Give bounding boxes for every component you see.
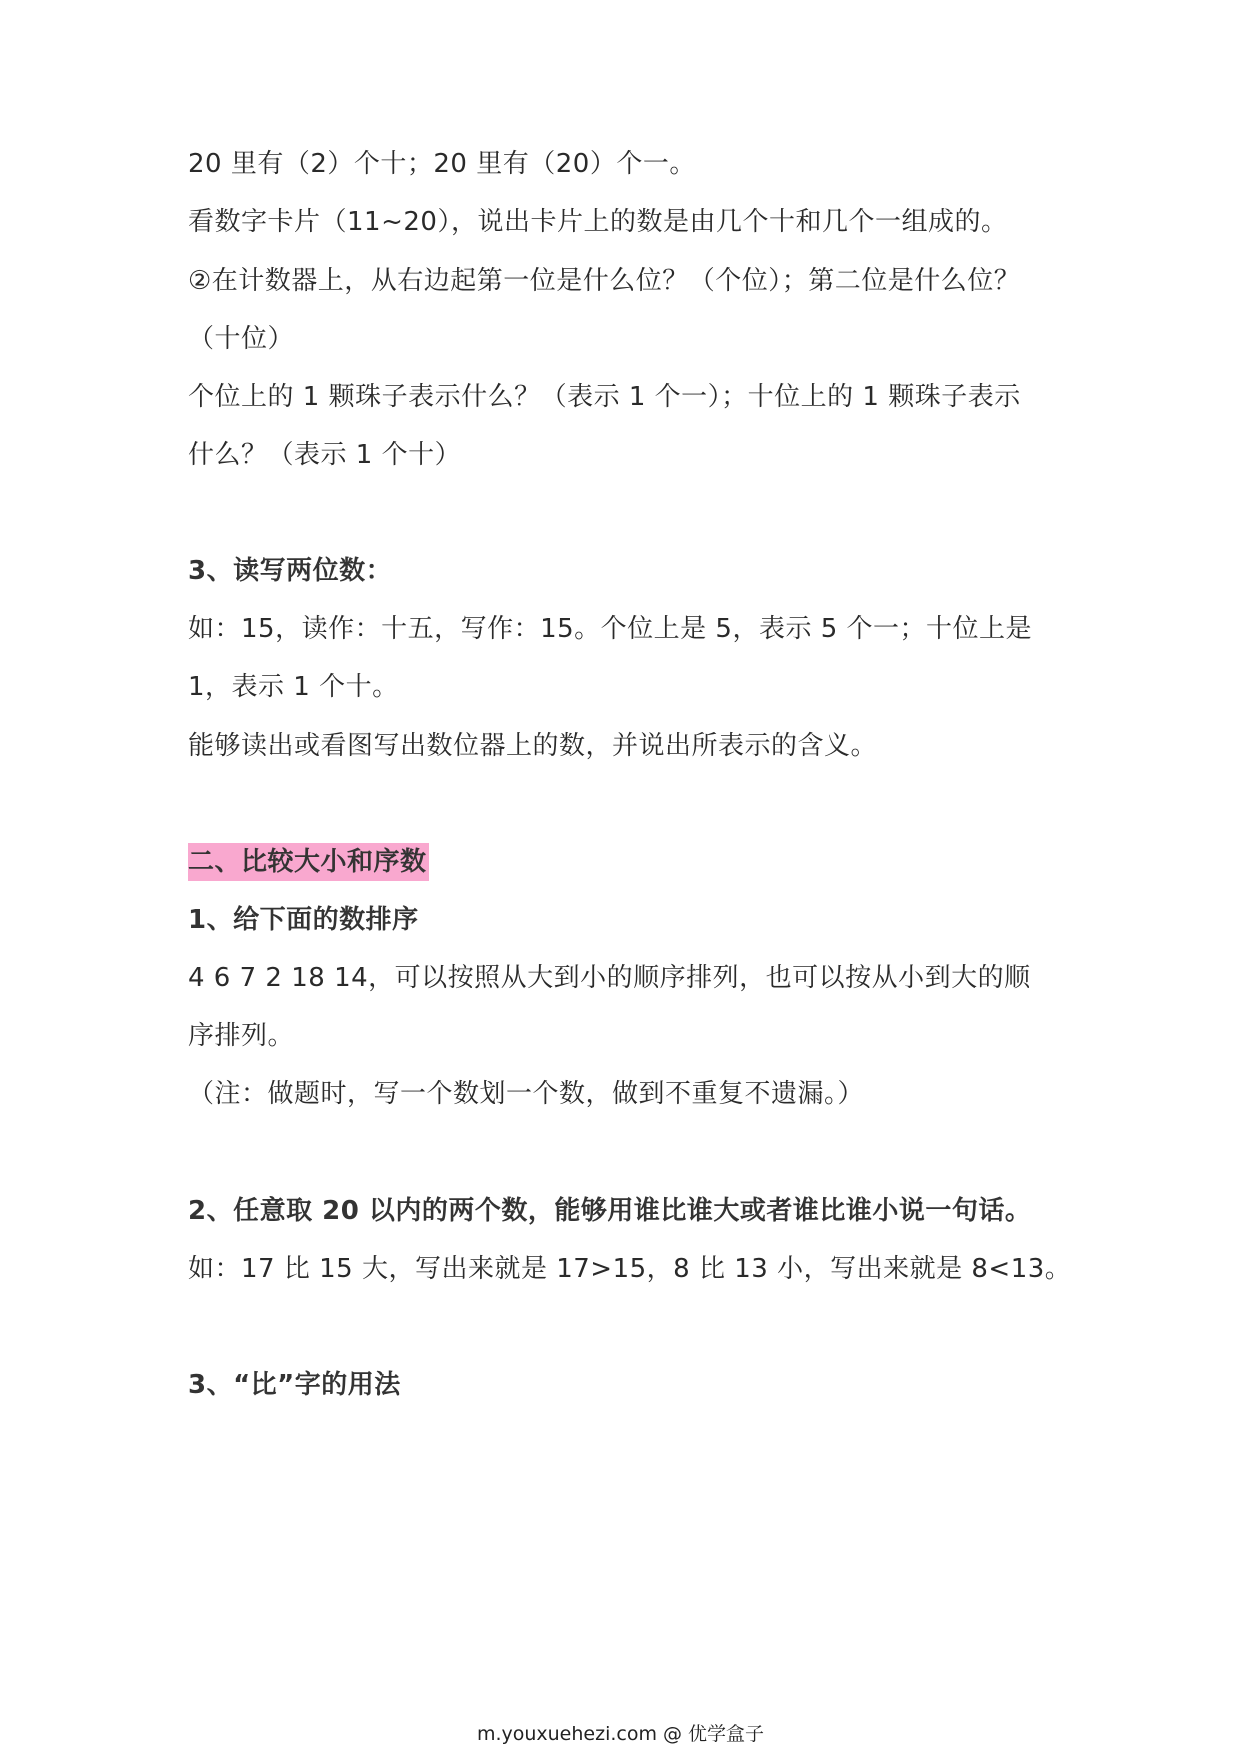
text-line-compare-example: 如：17 比 15 大，写出来就是 17>15，8 比 13 小，写出来就是 8<13。	[188, 1254, 1072, 1284]
text-line-example-15: 如：15，读作：十五，写作：15。个位上是 5，表示 5 个一；十位上是	[188, 614, 1033, 644]
text-line-tens-ones: 20 里有（2）个十；20 里有（20）个一。	[188, 149, 696, 179]
heading-bi-usage: 3、“比”字的用法	[188, 1370, 401, 1400]
text-line-note: （注：做题时，写一个数划一个数，做到不重复不遗漏。）	[188, 1079, 865, 1109]
text-line-tens-place: （十位）	[188, 324, 295, 354]
text-line-sort-example-cont: 序排列。	[188, 1021, 295, 1051]
text-line-read-counter: 能够读出或看图写出数位器上的数，并说出所表示的含义。	[188, 731, 878, 761]
text-line-bead-question: 个位上的 1 颗珠子表示什么？（表示 1 个一）；十位上的 1 颗珠子表示	[188, 382, 1021, 412]
text-line-number-cards: 看数字卡片（11~20），说出卡片上的数是由几个十和几个一组成的。	[188, 207, 1008, 237]
heading-compare-two-numbers: 2、任意取 20 以内的两个数，能够用谁比谁大或者谁比谁小说一句话。	[188, 1196, 1032, 1226]
text-line-counter-question: ②在计数器上，从右边起第一位是什么位？（个位）；第二位是什么位？	[188, 266, 1021, 296]
footer-watermark: m.youxuehezi.com @ 优学盒子	[476, 1723, 765, 1745]
text-line-example-15-cont: 1，表示 1 个十。	[188, 672, 399, 702]
highlighted-section-title: 二、比较大小和序数	[188, 843, 429, 881]
heading-read-write-two-digit: 3、读写两位数：	[188, 556, 393, 586]
heading-sort-numbers: 1、给下面的数排序	[188, 905, 419, 935]
text-line-bead-answer: 什么？（表示 1 个十）	[188, 440, 462, 470]
section-heading-compare-order	[188, 846, 429, 878]
text-line-sort-example: 4 6 7 2 18 14，可以按照从大到小的顺序排列，也可以按从小到大的顺	[188, 963, 1031, 993]
